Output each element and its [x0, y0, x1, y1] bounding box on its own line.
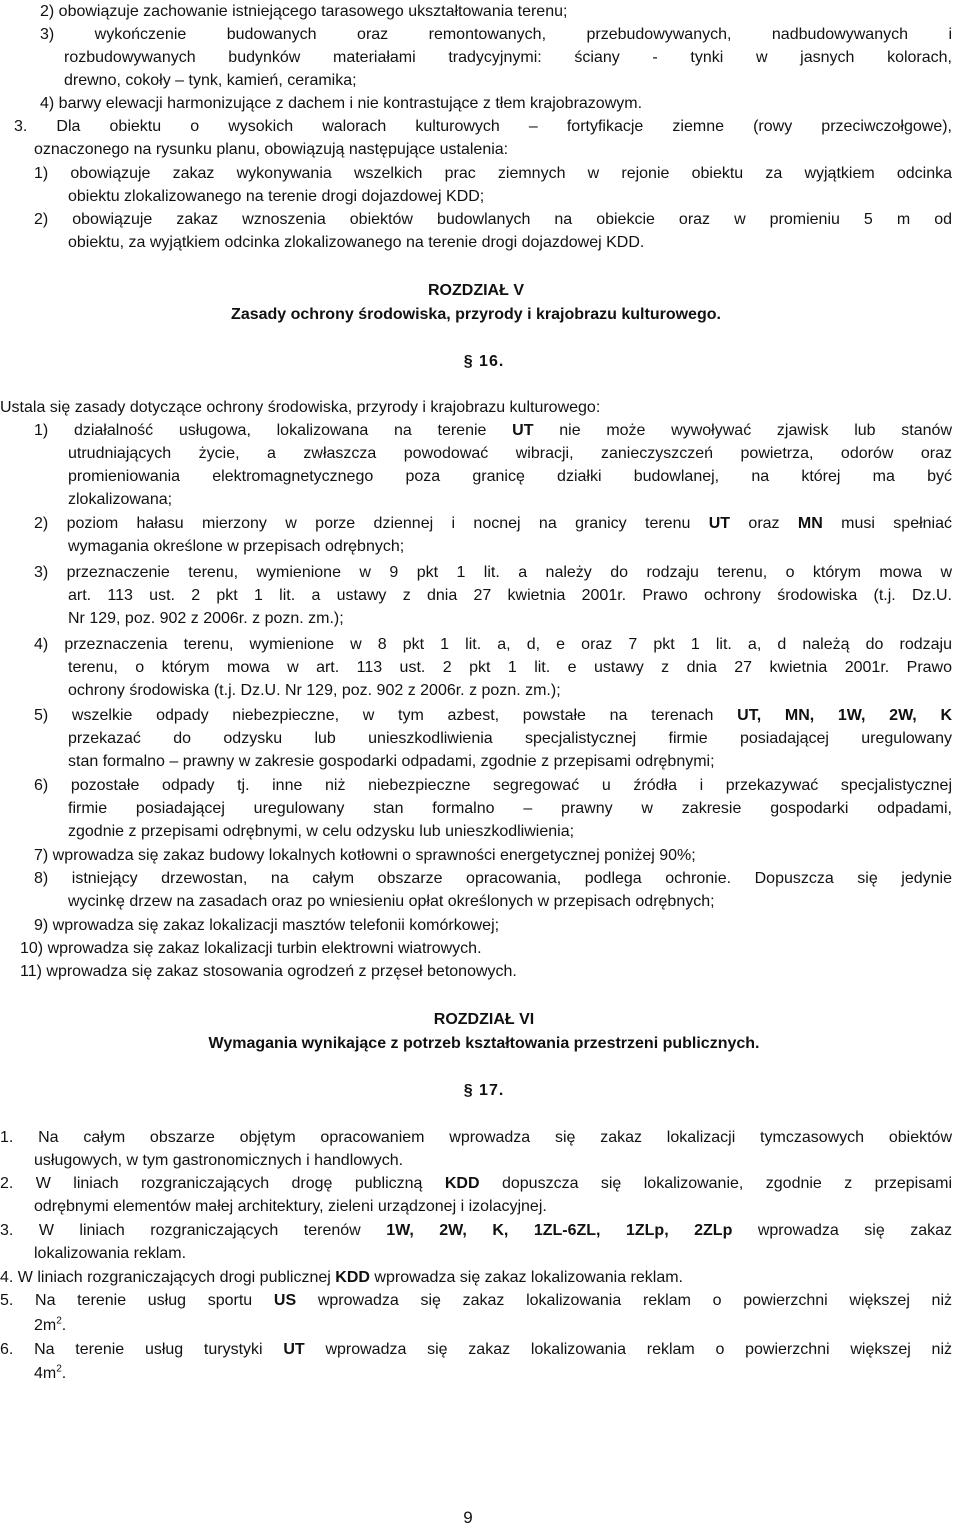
chapter-heading: ROZDZIAŁ V: [428, 282, 524, 299]
text-line: $2m^2$.: [34, 1315, 67, 1334]
text-line: 2) obowiązuje zakaz wznoszenia obiektów budowlanych na obiekcie oraz w promieniu 5 m od: [34, 211, 952, 228]
text-line: 3. W liniach rozgraniczających terenów 1W, 2W, K, 1ZL-6ZL, 1ZLp, 2ZLp wprowadza się zakaz: [0, 1222, 952, 1239]
text-line: oznaczonego na rysunku planu, obowiązują następujące ustalenia:: [34, 141, 509, 158]
text-line: ochrony środowiska (t.j. Dz.U. Nr 129, poz. 902 z 2006r. z pozn. zm.);: [68, 682, 561, 699]
text-line: 11) wprowadza się zakaz stosowania ogrodzeń z przęseł betonowych.: [20, 963, 517, 980]
text-line: utrudniających życie, a zwłaszcza powodować wibracji, zanieczyszczeń powietrza, odorów oraz: [68, 445, 952, 462]
chapter-title: Wymagania wynikające z potrzeb kształtowania przestrzeni publicznych.: [208, 1035, 760, 1052]
text-line: 1. Na całym obszarze objętym opracowaniem wprowadza się zakaz lokalizacji tymczasowych obiektów: [0, 1129, 952, 1146]
section-number-value: 16.: [479, 353, 505, 370]
chapter-title: Zasady ochrony środowiska, przyrody i krajobrazu kulturowego.: [231, 306, 721, 323]
text-line: art. 113 ust. 2 pkt 1 lit. a ustawy z dnia 27 kwietnia 2001r. Prawo ochrony środowiska (t.j. Dz.U.: [68, 587, 952, 604]
text-line: 6. Na terenie usług turystyki UT wprowadza się zakaz lokalizowania reklam o powierzchni większej niż: [0, 1341, 953, 1358]
text-line: przekazać do odzysku lub unieszkodliwienia specjalistycznej firmie posiadającej uregulowany: [68, 730, 952, 747]
text-line: 4. W liniach rozgraniczających drogi publicznej KDD wprowadza się zakaz lokalizowania reklam.: [0, 1269, 683, 1286]
text-line: drewno, cokoły – tynk, kamień, ceramika;: [64, 72, 357, 89]
chapter-heading: ROZDZIAŁ VI: [433, 1011, 535, 1028]
text-line: 3. Dla obiektu o wysokich walorach kulturowych – fortyfikacje ziemne (rowy przeciwczołgowe),: [14, 118, 952, 135]
text-line: 1) obowiązuje zakaz wykonywania wszelkich prac ziemnych w rejonie obiektu za wyjątkiem odcinka: [34, 165, 952, 182]
text-line: 1) działalność usługowa, lokalizowana na terenie UT nie może wywoływać zjawisk lub stanów: [34, 422, 953, 439]
text-line: promieniowania elektromagnetycznego poza granicę działki budowlanej, na której ma być: [68, 468, 952, 485]
text-line: 4) przeznaczenia terenu, wymienione w 8 pkt 1 lit. a, d, e oraz 7 pkt 1 lit. a, d należą do rodzaju: [34, 636, 952, 653]
section-number: § 17.: [463, 1082, 505, 1099]
text-line: wycinkę drzew na zasadach oraz po wniesieniu opłat określonych w przepisach odrębnych;: [68, 893, 715, 910]
text-line: firmie posiadającej uregulowany stan formalno – prawny w zakresie gospodarki odpadami,: [68, 800, 952, 817]
text-line: zlokalizowana;: [68, 491, 173, 508]
page-number: 9: [463, 1508, 473, 1527]
text-line: Ustala się zasady dotyczące ochrony środowiska, przyrody i krajobrazu kulturowego:: [0, 399, 601, 416]
text-line: 3) przeznaczenie terenu, wymienione w 9 pkt 1 lit. a należy do rodzaju terenu, o którym mowa w: [34, 564, 952, 581]
text-line: obiektu zlokalizowanego na terenie drogi dojazdowej KDD;: [68, 188, 485, 205]
text-line: lokalizowania reklam.: [34, 1245, 187, 1262]
text-line: zgodnie z przepisami odrębnymi, w celu odzysku lub unieszkodliwienia;: [68, 823, 575, 840]
text-line: 10) wprowadza się zakaz lokalizacji turbin elektrowni wiatrowych.: [20, 940, 482, 957]
text-line: usługowych, w tym gastronomicznych i handlowych.: [34, 1152, 404, 1169]
text-line: 5. Na terenie usług sportu US wprowadza się zakaz lokalizowania reklam o powierzchni większej niż: [0, 1292, 953, 1309]
text-line: 6) pozostałe odpady tj. inne niż niebezpieczne segregować u źródła i przekazywać specjalistycznej: [34, 777, 952, 794]
text-line: 3) wykończenie budowanych oraz remontowanych, przebudowywanych, nadbudowywanych i: [40, 26, 952, 43]
text-line: 2) poziom hałasu mierzony w porze dziennej i nocnej na granicy terenu UT oraz MN musi spełniać: [34, 515, 952, 532]
text-line: rozbudowywanych budynków materiałami tradycyjnymi: ściany - tynki w jasnych kolorach,: [64, 49, 952, 66]
text-line: 5) wszelkie odpady niebezpieczne, w tym azbest, powstałe na terenach UT, MN, 1W, 2W, K: [34, 707, 952, 724]
text-line: 4) barwy elewacji harmonizujące z dachem i nie kontrastujące z tłem krajobrazowym.: [40, 95, 643, 112]
text-line: stan formalno – prawny w zakresie gospodarki odpadami, zgodnie z przepisami odrębnymi;: [68, 753, 715, 770]
text-line: Nr 129, poz. 902 z 2006r. z pozn. zm.);: [68, 610, 344, 627]
text-line: 8) istniejący drzewostan, na całym obszarze opracowania, podlega ochronie. Dopuszcza się jedynie: [34, 870, 952, 887]
section-number-value: 17.: [479, 1082, 505, 1099]
text-line: wymagania określone w przepisach odrębnych;: [68, 538, 405, 555]
text-line: 2) obowiązuje zachowanie istniejącego tarasowego ukształtowania terenu;: [40, 3, 568, 20]
text-line: 2. W liniach rozgraniczających drogę publiczną KDD dopuszcza się lokalizowanie, zgodnie z przepisami: [0, 1175, 952, 1192]
text-line: obiektu, za wyjątkiem odcinka zlokalizowanego na terenie drogi dojazdowej KDD.: [68, 234, 645, 251]
text-line: terenu, o którym mowa w art. 113 ust. 2 pkt 1 lit. e ustawy z dnia 27 kwietnia 2001r. Prawo: [68, 659, 952, 676]
text-line: 7) wprowadza się zakaz budowy lokalnych kotłowni o sprawności energetycznej poniżej 90%;: [34, 847, 696, 864]
text-line: odrębnymi elementów małej architektury, zieleni urządzonej i izolacyjnej.: [34, 1198, 547, 1215]
text-line: 9) wprowadza się zakaz lokalizacji masztów telefonii komórkowej;: [34, 917, 500, 934]
section-number: § 16.: [463, 353, 505, 370]
text-line: $4m^2$.: [34, 1363, 67, 1382]
